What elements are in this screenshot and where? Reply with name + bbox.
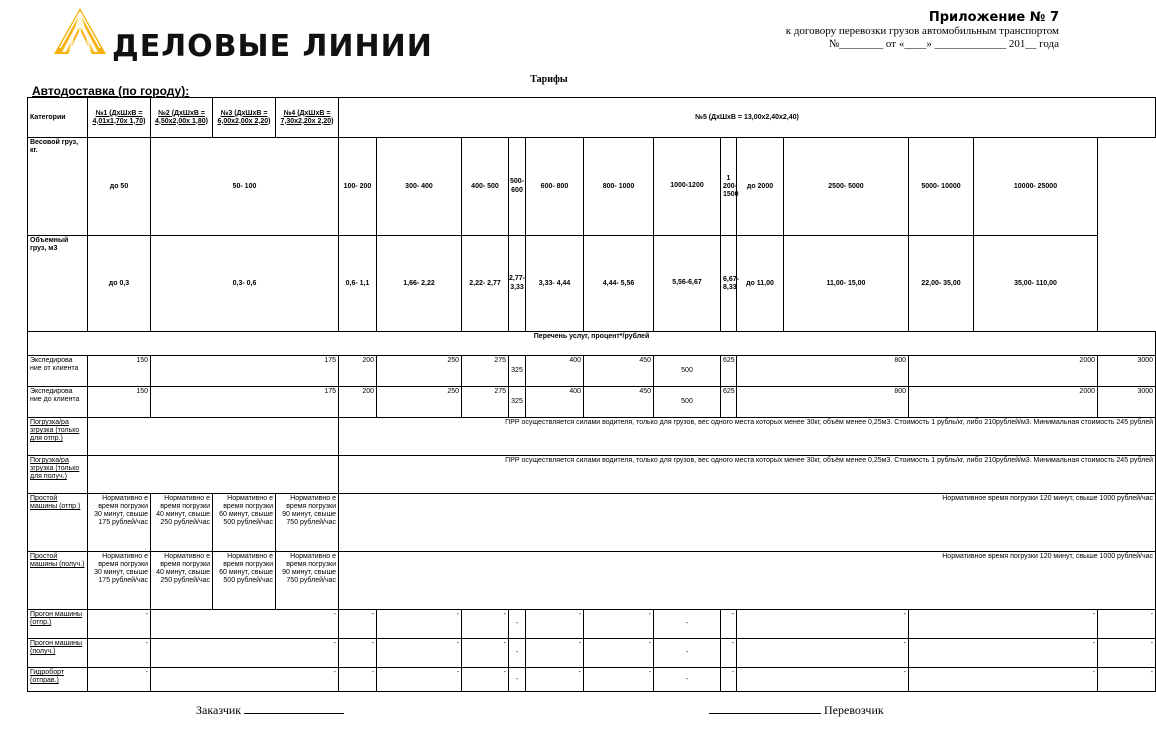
row-label: Погрузка/ра згрузка (только для получ.) [28,456,88,494]
dash-cell: - [1098,668,1156,692]
dash-cell: - [377,610,462,639]
idle-cell: Нормативное время погрузки 120 минут, свыше 1000 рублей/час [339,494,1156,552]
price-cell: 250 [377,356,462,387]
weight-cell: 300- 400 [377,138,462,236]
table-row [28,98,1156,138]
weight-cell: 2500- 5000 [784,138,909,236]
weight-cell: 1000-1200 [654,138,721,236]
row-label: Гидроборт (отправ.) [28,668,88,692]
idle-cell: Нормативно е время погрузки 40 минут, свыше 250 рублей/час [151,552,213,610]
dash-cell: - [737,668,909,692]
weight-cell: 5000- 10000 [909,138,974,236]
table-row [28,639,1156,668]
price-cell: 250 [377,387,462,418]
weight-cell: 100- 200 [339,138,377,236]
price-cell: 625 [721,387,737,418]
dash-cell: - [584,668,654,692]
dash-cell: - [462,639,509,668]
appendix-header [786,10,1059,51]
idle-cell: Нормативно е время погрузки 90 минут, свыше 750 рублей/час [276,494,339,552]
table-row [28,610,1156,639]
table-row [28,356,1156,387]
dash-cell: - [339,639,377,668]
dash-cell: - [88,639,151,668]
row-label: Простой машины (отпр.) [28,494,88,552]
dash-cell: - [909,610,1098,639]
table-row [28,668,1156,692]
tariff-table [27,97,1156,692]
dash-cell: - [526,610,584,639]
category-5: №5 (ДхШхВ = 13,00х2,40х2,40) [339,98,1156,138]
dash-cell: - [654,668,721,692]
category-header: Категории [28,98,88,138]
document-title: Тарифы [530,74,568,85]
weight-cell: 400- 500 [462,138,509,236]
category-2: №2 (ДхШхВ = 4,50х2,00х 1,80) [151,98,213,138]
dash-cell: - [151,639,339,668]
dash-cell: - [509,668,526,692]
idle-cell: Нормативное время погрузки 120 минут, свыше 1000 рублей/час [339,552,1156,610]
idle-cell: Нормативно е время погрузки 60 минут, свыше 500 рублей/час [213,552,276,610]
price-cell: 275 [462,356,509,387]
price-cell: 2000 [909,356,1098,387]
carrier-signature [709,703,884,718]
company-logo [54,8,433,64]
dash-cell: - [584,610,654,639]
category-1: №1 (ДхШхВ = 4,01х1,70х 1,70) [88,98,151,138]
price-cell: 500 [654,387,721,418]
volume-cell: 5,56-6,67 [654,236,721,332]
category-4: №4 (ДхШхВ = 7,30х2,20х 2,20) [276,98,339,138]
table-row [28,332,1156,356]
dash-cell: - [151,668,339,692]
price-cell: 200 [339,387,377,418]
idle-cell: Нормативно е время погрузки 30 минут, свыше 175 рублей/час [88,552,151,610]
row-label: Экспедирова ние до клиента [28,387,88,418]
price-cell: 400 [526,387,584,418]
carrier-label: Перевозчик [824,703,884,717]
dash-cell: - [88,668,151,692]
price-cell: 3000 [1098,356,1156,387]
empty-cell [88,456,339,494]
price-cell: 325 [509,387,526,418]
volume-cell: 2,22- 2,77 [462,236,509,332]
volume-label: Объемный груз, м3 [28,236,88,332]
weight-cell: 500-600 [509,138,526,236]
volume-cell: 11,00- 15,00 [784,236,909,332]
price-cell: 450 [584,356,654,387]
table-row [28,387,1156,418]
table-row [28,552,1156,610]
volume-cell: до 0,3 [88,236,151,332]
row-label: Простой машины (получ.) [28,552,88,610]
price-cell: 175 [151,387,339,418]
dash-cell: - [151,610,339,639]
dash-cell: - [462,668,509,692]
empty-cell [88,418,339,456]
dash-cell: - [1098,639,1156,668]
signature-line [244,703,344,714]
dash-cell: - [509,639,526,668]
weight-cell: 10000- 25000 [974,138,1098,236]
dash-cell: - [88,610,151,639]
customer-signature [196,703,344,718]
price-cell: 3000 [1098,387,1156,418]
table-row [28,236,1156,332]
appendix-line2: №________ от «____» _____________ 201__ года [828,38,1059,50]
dash-cell: - [526,639,584,668]
dash-cell: - [462,610,509,639]
volume-cell: до 11,00 [737,236,784,332]
price-cell: 800 [737,356,909,387]
row-label: Прогон машины (получ.) [28,639,88,668]
idle-cell: Нормативно е время погрузки 60 минут, свыше 500 рублей/час [213,494,276,552]
volume-cell: 22,00- 35,00 [909,236,974,332]
dash-cell: - [377,668,462,692]
weight-cell: 800- 1000 [584,138,654,236]
volume-cell: 4,44- 5,56 [584,236,654,332]
dash-cell: - [526,668,584,692]
appendix-line1: к договору перевозки грузов автомобильным транспортом [785,25,1059,37]
dash-cell: - [909,668,1098,692]
table-row [28,494,1156,552]
volume-cell: 35,00- 110,00 [974,236,1098,332]
price-cell: 200 [339,356,377,387]
category-3: №3 (ДхШхВ = 6,00х2,00х 2,20) [213,98,276,138]
price-cell: 325 [509,356,526,387]
dash-cell: - [339,668,377,692]
dash-cell: - [584,639,654,668]
weight-cell: до 50 [88,138,151,236]
services-header: Перечень услуг, процент*/рублей [28,332,1156,356]
table-row [28,138,1156,236]
ppr-note: ПРР осуществляется силами водителя, только для грузов, вес одного места которых менее 30кг, объём менее 0,25м3. Стоимость 1 рубль/кг, либо 210рублей/м3. Минимальная стоимость 245 рублей [339,418,1156,456]
dash-cell: - [339,610,377,639]
price-cell: 150 [88,387,151,418]
volume-cell: 6,67- 8,33 [721,236,737,332]
logo-mark-icon [54,8,106,54]
volume-cell: 1,66- 2,22 [377,236,462,332]
price-cell: 450 [584,387,654,418]
dash-cell: - [909,639,1098,668]
price-cell: 400 [526,356,584,387]
price-cell: 2000 [909,387,1098,418]
customer-label: Заказчик [196,703,242,717]
volume-cell: 2,77-3,33 [509,236,526,332]
weight-cell: 1 200- 1500 [721,138,737,236]
idle-cell: Нормативно е время погрузки 30 минут, свыше 175 рублей/час [88,494,151,552]
weight-cell: 50- 100 [151,138,339,236]
volume-cell: 3,33- 4,44 [526,236,584,332]
row-label: Прогон машины (отпр.) [28,610,88,639]
price-cell: 175 [151,356,339,387]
dash-cell: - [509,610,526,639]
dash-cell: - [654,639,721,668]
price-cell: 625 [721,356,737,387]
volume-cell: 0,3- 0,6 [151,236,339,332]
dash-cell: - [721,668,737,692]
row-label: Погрузка/ра згрузка (только для отпр.) [28,418,88,456]
logo-text: ДЕЛОВЫЕ ЛИНИИ [112,29,433,64]
row-label: Экспедирова ние от клиента [28,356,88,387]
idle-cell: Нормативно е время погрузки 40 минут, свыше 250 рублей/час [151,494,213,552]
weight-cell: до 2000 [737,138,784,236]
price-cell: 275 [462,387,509,418]
dash-cell: - [721,639,737,668]
dash-cell: - [737,639,909,668]
volume-cell: 0,6- 1,1 [339,236,377,332]
dash-cell: - [721,610,737,639]
table-row [28,456,1156,494]
price-cell: 500 [654,356,721,387]
price-cell: 800 [737,387,909,418]
dash-cell: - [377,639,462,668]
dash-cell: - [1098,610,1156,639]
appendix-title: Приложение № 7 [928,10,1059,25]
idle-cell: Нормативно е время погрузки 90 минут, свыше 750 рублей/час [276,552,339,610]
section-title: Автодоставка (по городу): [32,84,190,98]
dash-cell: - [737,610,909,639]
dash-cell: - [654,610,721,639]
weight-cell: 600- 800 [526,138,584,236]
signature-line [709,703,821,714]
price-cell: 150 [88,356,151,387]
weight-label: Весовой груз, кг. [28,138,88,236]
ppr-note: ПРР осуществляется силами водителя, только для грузов, вес одного места которых менее 30кг, объём менее 0,25м3. Стоимость 1 рубль/кг, либо 210рублей/м3. Минимальная стоимость 245 рублей [339,456,1156,494]
table-row [28,418,1156,456]
